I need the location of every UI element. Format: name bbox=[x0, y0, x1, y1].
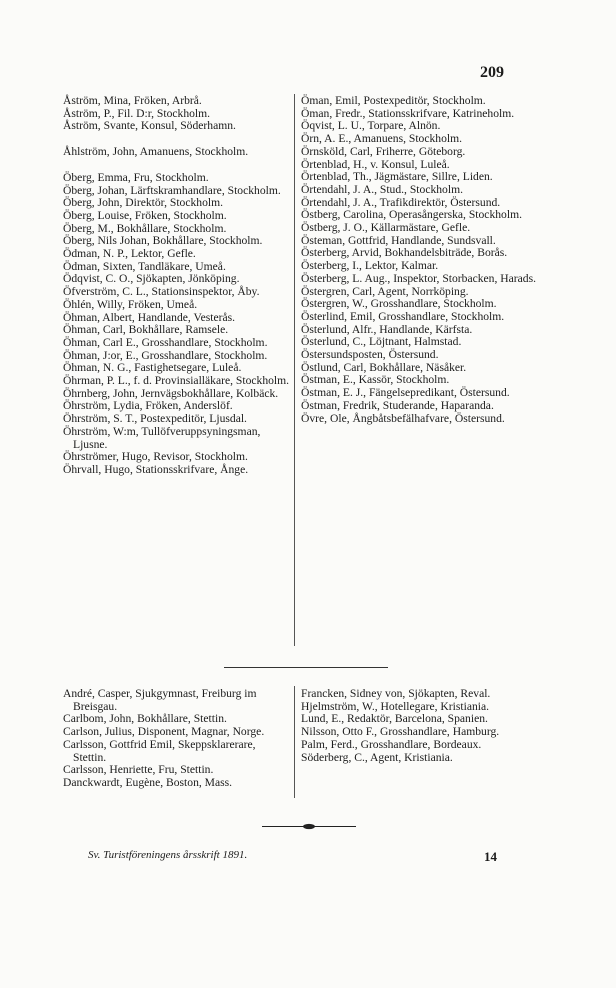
directory-entry: Östberg, J. O., Källarmästare, Gefle. bbox=[301, 221, 471, 235]
directory-entry: Danckwardt, Eugène, Boston, Mass. bbox=[63, 775, 233, 789]
right-column bbox=[301, 95, 545, 425]
directory-entry: Österlund, Alfr., Handlande, Kärfsta. bbox=[301, 322, 473, 336]
column-divider-lower bbox=[294, 686, 295, 798]
directory-entry: Österlund, C., Löjtnant, Halmstad. bbox=[301, 335, 462, 349]
directory-entry: Örtenblad, H., v. Konsul, Luleå. bbox=[301, 157, 450, 171]
directory-entry: Öhman, Albert, Handlande, Vesterås. bbox=[63, 310, 236, 324]
directory-entry: Östman, E. J., Fängelsepredikant, Östersund. bbox=[301, 386, 510, 400]
directory-entry: Hjelmström, W., Hotellegare, Kristiania. bbox=[301, 699, 490, 713]
directory-entry: Söderberg, C., Agent, Kristiania. bbox=[301, 750, 453, 764]
directory-entry: Palm, Ferd., Grosshandlare, Bordeaux. bbox=[301, 737, 482, 751]
directory-entry: Östergren, Carl, Agent, Norrköping. bbox=[301, 284, 469, 298]
directory-entry: Öqvist, L. U., Torpare, Alnön. bbox=[301, 119, 441, 133]
directory-entry: Österberg, I., Lektor, Kalmar. bbox=[301, 259, 439, 273]
directory-entry: Öman, Emil, Postexpeditör, Stockholm. bbox=[301, 94, 486, 107]
directory-entry: Öberg, Nils Johan, Bokhållare, Stockholm. bbox=[63, 234, 263, 248]
page-number: 209 bbox=[480, 64, 504, 81]
directory-entry: Öhrström, W:m, Tullöfveruppsyningsman, Ljusne. bbox=[63, 424, 261, 451]
directory-entry: Carlbom, John, Bokhållare, Stettin. bbox=[63, 712, 227, 726]
directory-entry: Östman, E., Kassör, Stockholm. bbox=[301, 373, 450, 387]
directory-entry: Öberg, Louise, Fröken, Stockholm. bbox=[63, 208, 227, 222]
directory-entry: Öhrströmer, Hugo, Revisor, Stockholm. bbox=[63, 450, 248, 464]
directory-entry: Östberg, Carolina, Operasångerska, Stockholm. bbox=[301, 208, 522, 222]
directory-entry: Öhrvall, Hugo, Stationsskrifvare, Ånge. bbox=[63, 462, 249, 476]
directory-entry: Öhman, Carl E., Grosshandlare, Stockholm. bbox=[63, 335, 268, 349]
directory-entry: Öhrnberg, John, Jernvägsbokhållare, Kolbäck. bbox=[63, 386, 279, 400]
footer-title: Sv. Turistföreningens årsskrift 1891. bbox=[88, 849, 248, 861]
directory-entry: Östersundsposten, Östersund. bbox=[301, 348, 439, 362]
directory-entry: Ödqvist, C. O., Sjökapten, Jönköping. bbox=[63, 272, 240, 286]
directory-entry: Lund, E., Redaktör, Barcelona, Spanien. bbox=[301, 712, 488, 726]
directory-entry: Österlind, Emil, Grosshandlare, Stockholm. bbox=[301, 309, 505, 323]
directory-entry: Öberg, Emma, Fru, Stockholm. bbox=[63, 170, 209, 184]
directory-entry: Örtendahl, J. A., Stud., Stockholm. bbox=[301, 182, 463, 196]
directory-entry: Åström, Mina, Fröken, Arbrå. bbox=[63, 94, 202, 107]
footer-signature: 14 bbox=[484, 849, 497, 864]
directory-entry: Öhrman, P. L., f. d. Provinsialläkare, Stockholm. bbox=[63, 374, 290, 388]
directory-entry: Öhman, N. G., Fastighetsegare, Luleå. bbox=[63, 361, 242, 375]
directory-entry: Österberg, L. Aug., Inspektor, Storbacken, Harads. bbox=[301, 271, 537, 285]
directory-entry: Örnsköld, Carl, Friherre, Göteborg. bbox=[301, 144, 466, 158]
column-divider bbox=[294, 94, 295, 646]
abroad-left-column bbox=[63, 688, 291, 790]
directory-entry: Nilsson, Otto F., Grosshandlare, Hamburg. bbox=[301, 725, 500, 739]
directory-entry: Francken, Sidney von, Sjökapten, Reval. bbox=[301, 687, 491, 700]
directory-entry: Carlson, Julius, Disponent, Magnar, Norge. bbox=[63, 725, 265, 739]
directory-entry: André, Casper, Sjukgymnast, Freiburg im Breisgau. bbox=[63, 687, 257, 713]
directory-entry: Örn, A. E., Amanuens, Stockholm. bbox=[301, 132, 463, 146]
abroad-right-column bbox=[301, 688, 533, 764]
directory-entry: Öhrström, S. T., Postexpeditör, Ljusdal. bbox=[63, 412, 247, 426]
directory-entry: Östman, Fredrik, Studerande, Haparanda. bbox=[301, 398, 494, 412]
directory-entry: Öhman, J:or, E., Grosshandlare, Stockholm. bbox=[63, 348, 268, 362]
directory-entry: Öhlén, Willy, Fröken, Umeå. bbox=[63, 297, 198, 311]
directory-entry: Åhlström, John, Amanuens, Stockholm. bbox=[63, 145, 249, 159]
directory-entry: Öhman, Carl, Bokhållare, Ramsele. bbox=[63, 323, 229, 337]
directory-entry: Öman, Fredr., Stationsskrifvare, Katrineholm. bbox=[301, 106, 515, 120]
directory-entry: Öberg, M., Bokhållare, Stockholm. bbox=[63, 221, 227, 235]
directory-entry: Örtendahl, J. A., Trafikdirektör, Östersund. bbox=[301, 195, 501, 209]
directory-entry: Ödman, N. P., Lektor, Gefle. bbox=[63, 247, 196, 261]
directory-entry: Åström, Svante, Konsul, Söderhamn. bbox=[63, 119, 236, 133]
directory-entry: Övre, Ole, Ångbåtsbefälhafvare, Östersund. bbox=[301, 411, 505, 425]
directory-entry: Östlund, Carl, Bokhållare, Näsåker. bbox=[301, 360, 467, 374]
directory-entry: Öhrström, Lydia, Fröken, Anderslöf. bbox=[63, 399, 233, 413]
directory-entry: Ödman, Sixten, Tandläkare, Umeå. bbox=[63, 259, 226, 273]
directory-entry: Östergren, W., Grosshandlare, Stockholm. bbox=[301, 297, 497, 311]
directory-entry: Österberg, Arvid, Bokhandelsbiträde, Borås. bbox=[301, 246, 508, 260]
directory-entry: Öfverström, C. L., Stationsinspektor, Åby. bbox=[63, 285, 260, 299]
section-divider bbox=[224, 667, 388, 668]
directory-entry: Öberg, John, Direktör, Stockholm. bbox=[63, 196, 224, 210]
left-column bbox=[63, 95, 294, 477]
ornament-rule bbox=[262, 823, 356, 830]
directory-entry: Åström, P., Fil. D:r, Stockholm. bbox=[63, 106, 211, 120]
directory-entry: Carlsson, Henriette, Fru, Stettin. bbox=[63, 763, 214, 777]
directory-entry: Öberg, Johan, Lärftskramhandlare, Stockholm. bbox=[63, 183, 281, 197]
entry-gap bbox=[63, 159, 294, 172]
directory-entry: Örtenblad, Th., Jägmästare, Sillre, Liden. bbox=[301, 170, 493, 184]
directory-entry: Östeman, Gottfrid, Handlande, Sundsvall. bbox=[301, 233, 496, 247]
directory-entry: Carlsson, Gottfrid Emil, Skeppsklarerare, Stettin. bbox=[63, 737, 256, 764]
